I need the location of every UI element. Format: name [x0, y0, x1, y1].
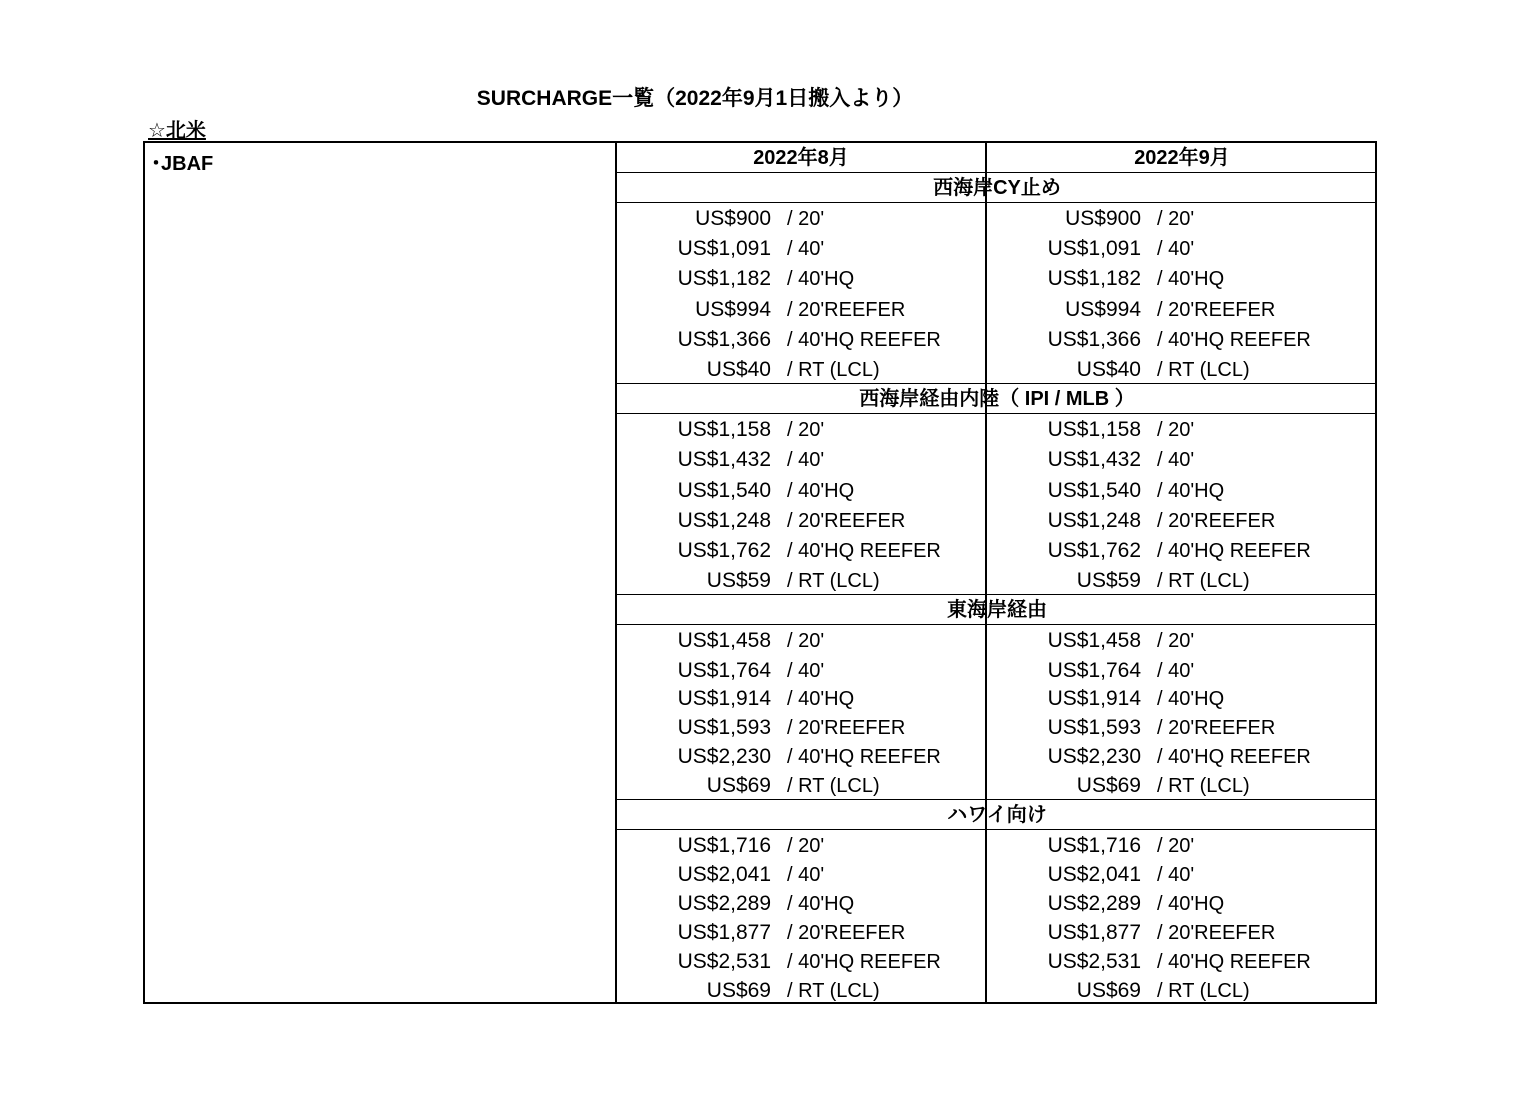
surcharge-amount: US$2,531 [1047, 950, 1141, 973]
surcharge-amount: US$1,432 [677, 448, 771, 471]
surcharge-amount: US$1,432 [1047, 448, 1141, 471]
table-row [617, 947, 771, 977]
container-unit: / 20'REEFER [787, 299, 906, 321]
container-unit: / 40'HQ [1157, 893, 1225, 915]
surcharge-amount: US$994 [1065, 298, 1141, 321]
surcharge-amount: US$1,248 [1047, 509, 1141, 532]
container-unit: / 40'HQ REEFER [787, 540, 941, 562]
surcharge-amount: US$1,540 [677, 479, 771, 502]
surcharge-amount: US$1,540 [1047, 479, 1141, 502]
table-row [617, 506, 771, 536]
container-unit: / 20'REEFER [1157, 299, 1276, 321]
container-unit: / 40'HQ REEFER [787, 746, 941, 768]
container-unit: / 40' [1157, 660, 1195, 682]
surcharge-amount: US$1,593 [1047, 716, 1141, 739]
surcharge-amount: US$1,458 [1047, 629, 1141, 652]
table-row [987, 234, 1141, 264]
table-row [987, 325, 1141, 355]
container-unit: / 20'REEFER [1157, 510, 1276, 532]
surcharge-amount: US$1,716 [677, 834, 771, 857]
container-unit: / 40' [1157, 238, 1195, 260]
table-row [987, 684, 1141, 714]
surcharge-amount: US$1,248 [677, 509, 771, 532]
container-unit: / RT (LCL) [1157, 775, 1250, 797]
surcharge-amount: US$1,182 [1047, 267, 1141, 290]
company-label: ･JBAF [151, 153, 214, 175]
table-row [617, 264, 771, 294]
table-row [617, 656, 771, 686]
surcharge-amount: US$1,914 [677, 687, 771, 710]
container-unit: / 20'REEFER [1157, 922, 1276, 944]
table-row [617, 355, 771, 385]
table-row [617, 295, 771, 325]
surcharge-amount: US$69 [1076, 979, 1141, 1002]
surcharge-amount: US$2,289 [1047, 892, 1141, 915]
table-row [987, 889, 1141, 919]
container-unit: / 40'HQ REEFER [1157, 746, 1311, 768]
table-row [987, 566, 1141, 596]
table-row [617, 976, 771, 1006]
surcharge-amount: US$1,762 [677, 539, 771, 562]
surcharge-amount: US$69 [706, 774, 771, 797]
container-unit: / RT (LCL) [787, 775, 880, 797]
section-header: 東海岸経由 [947, 599, 1047, 621]
surcharge-amount: US$59 [706, 569, 771, 592]
table-row [987, 506, 1141, 536]
container-unit: / RT (LCL) [1157, 980, 1250, 1002]
surcharge-amount: US$1,764 [1047, 659, 1141, 682]
container-unit: / 20' [787, 835, 825, 857]
section-header: 西海岸CY止め [933, 177, 1061, 199]
container-unit: / RT (LCL) [787, 980, 880, 1002]
surcharge-table [143, 141, 1377, 1004]
container-unit: / 20' [1157, 419, 1195, 441]
table-row [617, 415, 771, 445]
container-unit: / 40' [1157, 449, 1195, 471]
table-row [987, 947, 1141, 977]
table-row [987, 264, 1141, 294]
container-unit: / 40'HQ [787, 688, 855, 710]
container-unit: / 20' [787, 630, 825, 652]
container-unit: / 40'HQ REEFER [787, 329, 941, 351]
table-row [987, 536, 1141, 566]
month-header-aug: 2022年8月 [753, 147, 849, 169]
table-row [617, 771, 771, 801]
surcharge-amount: US$2,289 [677, 892, 771, 915]
surcharge-amount: US$69 [1076, 774, 1141, 797]
surcharge-amount: US$1,091 [677, 237, 771, 260]
region-heading: ☆北米 [148, 120, 206, 142]
table-row [617, 445, 771, 475]
surcharge-amount: US$40 [706, 358, 771, 381]
container-unit: / 40' [787, 660, 825, 682]
container-unit: / 40' [787, 238, 825, 260]
table-row [987, 204, 1141, 234]
container-unit: / 20'REEFER [787, 922, 906, 944]
section-header: ハワイ向け [947, 804, 1047, 826]
container-unit: / 40'HQ REEFER [1157, 540, 1311, 562]
table-row [617, 742, 771, 772]
table-row [617, 325, 771, 355]
container-unit: / 20' [1157, 835, 1195, 857]
table-row [617, 204, 771, 234]
surcharge-amount: US$1,158 [677, 418, 771, 441]
container-unit: / 20'REEFER [1157, 717, 1276, 739]
table-row [987, 771, 1141, 801]
table-row [987, 355, 1141, 385]
surcharge-amount: US$2,230 [677, 745, 771, 768]
table-row [987, 626, 1141, 656]
surcharge-amount: US$1,764 [677, 659, 771, 682]
surcharge-amount: US$1,366 [1047, 328, 1141, 351]
surcharge-amount: US$1,716 [1047, 834, 1141, 857]
container-unit: / 40' [787, 864, 825, 886]
surcharge-amount: US$40 [1076, 358, 1141, 381]
table-row [617, 860, 771, 890]
table-row [617, 234, 771, 264]
section-header: 西海岸経由内陸（ IPI / MLB ） [859, 388, 1135, 410]
table-row [987, 415, 1141, 445]
container-unit: / 40'HQ REEFER [1157, 329, 1311, 351]
table-row [987, 976, 1141, 1006]
table-row [987, 445, 1141, 475]
table-row [617, 566, 771, 596]
container-unit: / RT (LCL) [787, 359, 880, 381]
container-unit: / 40'HQ [787, 893, 855, 915]
surcharge-amount: US$900 [695, 207, 771, 230]
container-unit: / 40'HQ REEFER [1157, 951, 1311, 973]
surcharge-amount: US$1,914 [1047, 687, 1141, 710]
table-row [987, 476, 1141, 506]
container-unit: / 40'HQ [1157, 480, 1225, 502]
table-row [617, 713, 771, 743]
table-row [987, 713, 1141, 743]
container-unit: / RT (LCL) [1157, 570, 1250, 592]
table-row [617, 684, 771, 714]
table-row [987, 742, 1141, 772]
table-row [617, 831, 771, 861]
surcharge-amount: US$1,366 [677, 328, 771, 351]
surcharge-amount: US$59 [1076, 569, 1141, 592]
surcharge-amount: US$1,458 [677, 629, 771, 652]
container-unit: / RT (LCL) [1157, 359, 1250, 381]
container-unit: / 20' [1157, 630, 1195, 652]
table-row [617, 536, 771, 566]
container-unit: / 40' [1157, 864, 1195, 886]
document-title [0, 82, 1536, 112]
surcharge-amount: US$1,593 [677, 716, 771, 739]
container-unit: / 20' [787, 419, 825, 441]
document-title-text: SURCHARGE一覧（2022年9月1日搬入より） [476, 87, 914, 110]
container-unit: / 40'HQ [787, 268, 855, 290]
table-row [617, 626, 771, 656]
surcharge-amount: US$2,041 [1047, 863, 1141, 886]
month-header-sep: 2022年9月 [1134, 147, 1230, 169]
table-row [617, 476, 771, 506]
surcharge-amount: US$1,158 [1047, 418, 1141, 441]
surcharge-amount: US$2,230 [1047, 745, 1141, 768]
table-row [617, 918, 771, 948]
table-row [987, 295, 1141, 325]
surcharge-amount: US$2,041 [677, 863, 771, 886]
container-unit: / 40'HQ REEFER [787, 951, 941, 973]
table-row [987, 918, 1141, 948]
surcharge-amount: US$1,877 [1047, 921, 1141, 944]
container-unit: / 40'HQ [787, 480, 855, 502]
container-unit: / RT (LCL) [787, 570, 880, 592]
container-unit: / 40' [787, 449, 825, 471]
container-unit: / 20' [1157, 208, 1195, 230]
surcharge-amount: US$1,091 [1047, 237, 1141, 260]
surcharge-amount: US$1,877 [677, 921, 771, 944]
table-row [987, 831, 1141, 861]
container-unit: / 40'HQ [1157, 688, 1225, 710]
container-unit: / 20'REEFER [787, 717, 906, 739]
container-unit: / 20' [787, 208, 825, 230]
container-unit: / 20'REEFER [787, 510, 906, 532]
surcharge-amount: US$1,762 [1047, 539, 1141, 562]
surcharge-amount: US$900 [1065, 207, 1141, 230]
surcharge-amount: US$994 [695, 298, 771, 321]
container-unit: / 40'HQ [1157, 268, 1225, 290]
table-row [987, 860, 1141, 890]
surcharge-amount: US$69 [706, 979, 771, 1002]
surcharge-amount: US$2,531 [677, 950, 771, 973]
table-row [617, 889, 771, 919]
table-row [987, 656, 1141, 686]
surcharge-amount: US$1,182 [677, 267, 771, 290]
